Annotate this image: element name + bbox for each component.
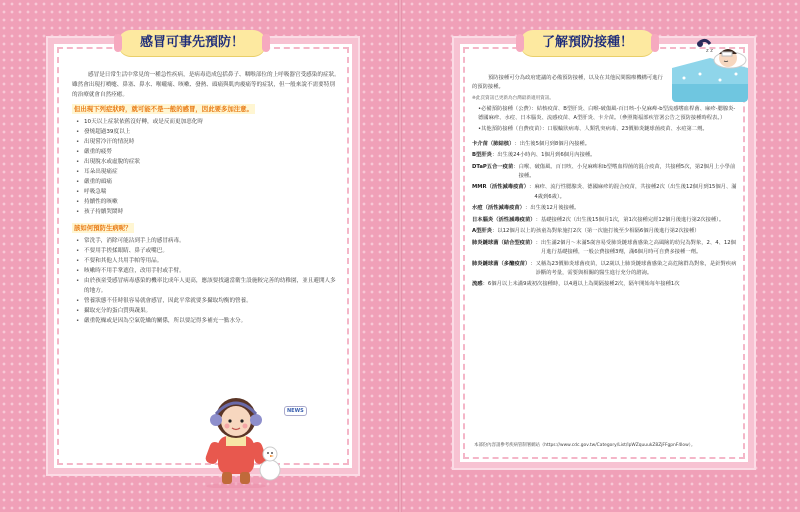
prevention-item: • 不要和其他人共用手帕等用品。 [76, 256, 340, 266]
warning-item: • 嚴重的疲勞 [76, 147, 340, 157]
prevention-item: • 咳嗽時不用手掌遮住，改用手肘或手臂。 [76, 266, 340, 276]
vaccine-row: 肺炎鏈球菌（多醣疫苗） ： 又稱為23價肺炎球菌疫苗，以2歲以上肺炎鏈球菌感染之高危險群為對象，是針對疾病診斷的考量，需要與相關的醫生進行充分的諮詢。 [472, 260, 738, 278]
vaccine-name: 水痘（活性減毒疫苗） [472, 205, 525, 212]
warning-item: • 出現嘗冷汗的情況時 [76, 137, 340, 147]
vaccine-desc: 以12個月以上的孩童為對象施打2次（第一次施打後至少相隔6個月後進行第2次接種） [497, 228, 700, 235]
girl-winter-illustration-icon [196, 388, 286, 488]
vaccine-row: 水痘（活性減毒疫苗） ： 出生後12月後接種。 [472, 204, 738, 213]
vaccine-row: 日本腦炎（活性減毒疫苗） ： 基礎接種2次（出生後15個月1次，第1次接種完經12個月後進行第2次接種）。 [472, 216, 738, 225]
vaccine-desc: 白喉、破傷風、百日咳、小兒麻痺和b型嗜血桿菌的混合疫苗，共接種5次，第2個月上小學前接種。 [518, 163, 736, 179]
warning-item: • 出現脫水或虛脫的症狀 [76, 157, 340, 167]
update-note: ※此頁資訊已更新為台灣最新適用資訊。 [472, 96, 554, 102]
vaccine-desc: 出生後24小時內、1個月到6個月內接種。 [497, 152, 596, 159]
warning-item: • 持續性的咳嗽 [76, 197, 340, 207]
vaccine-name: B型肝炎 [472, 152, 492, 159]
vaccine-desc: 麻疹、流行性腮腺炎、德國麻疹的混合疫苗，共接種2次（出生後12個月到15個月、滿4歲到6歲）。 [534, 184, 737, 200]
book-spine [398, 0, 402, 512]
warning-item: • 發燒超過39度以上 [76, 127, 340, 137]
left-page-title: 感冒可事先預防！ [118, 30, 266, 56]
vaccine-name: 肺炎鏈球菌（結合型疫苗） [472, 239, 536, 246]
vaccine-desc: 出生滿2個月～未滿5歲容易受肺炎鏈球菌感染之高風險的幼兒為對象，2、4、12個月進行基礎接種，一般公費接種3劑，滿6個月時可自費多接種一劑。 [540, 239, 736, 255]
prevention-item: • 不要用手搓揉眼睛、鼻子或嘴巴。 [76, 246, 340, 256]
svg-text:z z: z z [706, 48, 713, 54]
vaccine-desc: 出生後12月後接種。 [530, 205, 580, 212]
vaccine-name: 流感 [472, 281, 483, 288]
vaccine-row: 肺炎鏈球菌（結合型疫苗） ： 出生滿2個月～未滿5歲容易受肺炎鏈球菌感染之高風險的幼兒為對象，2、4、12個月進行基礎接種，一般公費接種3劑，滿6個月時可自費多接種一劑。 [472, 239, 738, 257]
prevention-item: • 由於孩童受感冒病毒感染的機率比成年人更高，應該要找適當衛生設施較完善的幼稚園，並且避開人多的地方。 [76, 276, 340, 296]
vaccine-name: A型肝炎 [472, 228, 492, 235]
prevention-item: • 嚴重乾燥或是因為空氣乾燥的關係，所以要記得多補充一點水分。 [76, 316, 340, 326]
sick-child-in-bed-icon [670, 38, 750, 106]
vaccine-name: DTaP五合一疫苗 [472, 163, 514, 170]
vaccine-name: MMR（活性減毒疫苗） [472, 184, 529, 191]
vaccine-desc: 基礎接種2次（出生後15個月1次，第1次接種完經12個月後進行第2次接種）。 [540, 216, 725, 223]
prevention-item: • 常洗手，消除可能沾到手上的感冒病毒。 [76, 236, 340, 246]
vaccine-desc: 出生後5個月到8個月內接種。 [519, 140, 591, 147]
warning-item: • 10天以上症狀依舊沒好轉，或是反而更加惡化時 [76, 117, 340, 127]
vaccine-row: MMR（活性減毒疫苗） ： 麻疹、流行性腮腺炎、德國麻疹的混合疫苗，共接種2次（出生後12個月到15個月、滿4歲到6歲）。 [472, 183, 738, 201]
vaccine-row: A型肝炎 ： 以12個月以上的孩童為對象施打2次（第一次施打後至少相隔6個月後進行第2次接種） [472, 227, 738, 236]
vaccine-row: B型肝炎 ： 出生後24小時內、1個月到6個月內接種。 [472, 151, 738, 160]
warning-item: • 孩子持續哭鬧時 [76, 207, 340, 217]
vaccine-name: 卡介苗（肺結核） [472, 140, 515, 147]
vaccine-row: 流感 ： 6個月以上未滿9歲初次接種時，以4週以上為間隔接種2次，隔年開始每年接種1次 [472, 280, 738, 289]
cold-intro-paragraph: 感冒是日常生活中常見的一種急性疾病，是病毒造成包括鼻子、咽喉部位的上呼吸器官受感染的症狀。雖然會出現打噴嚏、鼻塞、鼻水、喉嚨痛、咳嗽、發熱、頭痛與肌肉痠痛等的症狀，但一般來說不需要特別的治療就會自然痊癒。 [72, 72, 340, 98]
left-page-content [72, 70, 340, 326]
snowman-sign-label: NEWS [284, 406, 307, 416]
prevention-item: • 營養狀態不佳時很容易就會感冒，因此平常就要多攝取均衡的營養。 [76, 296, 340, 306]
vaccine-row: DTaP五合一疫苗 ： 白喉、破傷風、百日咳、小兒麻痺和b型嗜血桿菌的混合疫苗，共接種5次，第2個月上小學前接種。 [472, 163, 738, 181]
vaccine-name: 日本腦炎（活性減毒疫苗） [472, 216, 536, 223]
vaccination-intro: 預防接種可分為政府建議的必備預防接種，以及在其他民間醫療機構可進行的預防接種。 [472, 75, 663, 91]
vaccine-desc: 又稱為23價肺炎球菌疫苗，以2歲以上肺炎鏈球菌感染之高危險群為對象，是針對疾病診斷的考量，需要與相關的醫生進行充分的諮詢。 [535, 260, 737, 276]
prevention-list [72, 236, 340, 326]
vaccine-row: 卡介苗（肺結核） ： 出生後5個月到8個月內接種。 [472, 140, 738, 149]
warning-item: • 耳朵出現痛症 [76, 167, 340, 177]
vaccine-desc: 6個月以上未滿9歲初次接種時，以4週以上為間隔接種2次，隔年開始每年接種1次 [487, 281, 680, 288]
mandatory-vaccines-text: •必備預防接種（公費）：結核疫苗、B型肝炎、白喉-破傷風-百日咳-小兒麻痺-b型流感嗜血桿菌、麻疹-腮腺炎-德國麻疹、水痘、日本腦炎、流感疫苗、A型肝炎、卡介苗。（參照衛福部疾管署公告之預防接種時程表。） [478, 106, 736, 122]
right-page-title: 了解預防接種！ [520, 30, 655, 56]
prevention-heading: 該如何預防生病呢？ [74, 224, 132, 232]
vaccine-name: 肺炎鏈球菌（多醣疫苗） [472, 260, 531, 267]
warning-item: • 嚴重的頭痛 [76, 177, 340, 187]
warning-list [72, 117, 340, 217]
optional-vaccines-text: •其他預防接種（自費疫苗）：口服輪狀病毒、人類乳突病毒、23價肺炎鏈球菌疫苗、水痘第二劑。 [478, 126, 708, 133]
source-footnote: 本部份內容請參考疾病管制署網站（https://www.cdc.gov.tw/Category/List/lpWZquuukZ8ZjFFgpnF4low）。 [474, 443, 696, 448]
warning-heading: 但出現下列症狀時，就可能不是一般的感冒，因此要多加注意。 [74, 105, 253, 113]
right-page-content [472, 74, 738, 292]
prevention-item: • 攝取充分的蛋白質與蔬果。 [76, 306, 340, 316]
warning-item: • 呼吸急喘 [76, 187, 340, 197]
